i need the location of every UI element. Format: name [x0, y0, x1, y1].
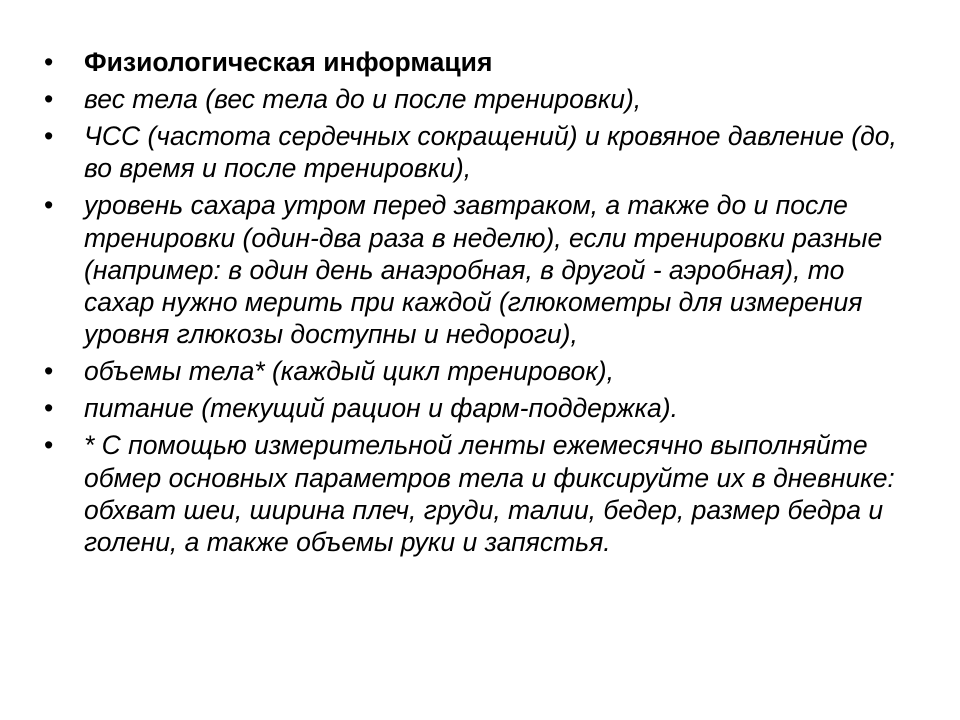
list-item [40, 189, 920, 350]
bullet-list [40, 46, 920, 563]
bullet-icon: • [44, 356, 54, 387]
list-item-text: * С помощью измерительной ленты ежемесячно выполняйте обмер основных параметров тела и фиксируйте их в дневнике: обхват шеи, ширина плеч, груди, талии, бедер, размер бедра и голени, а также объемы руки и запястья. [84, 430, 895, 558]
list-item [40, 120, 920, 185]
bullet-icon: • [44, 190, 54, 221]
bullet-icon: • [44, 47, 54, 77]
list-item [40, 83, 920, 115]
list-item-text: Физиологическая информация [84, 47, 493, 77]
bullet-icon: • [44, 430, 54, 461]
bullet-icon: • [44, 83, 54, 114]
list-item [40, 392, 920, 424]
list-item-text: объемы тела* (каждый цикл тренировок), [84, 356, 614, 387]
list-item [40, 355, 920, 387]
list-item-text: уровень сахара утром перед завтраком, а также до и после тренировки (один-два раза в неделю), если тренировки разные (например: в один день анаэробная, в другой - аэробная), то сахар нужно мерить при каждой (глюкометры для измерения уровня глюкозы доступны и недороги), [84, 190, 883, 350]
list-item [40, 429, 920, 558]
list-item-text: питание (текущий рацион и фарм-поддержка). [84, 393, 678, 424]
bullet-icon: • [44, 393, 54, 424]
bullet-icon: • [44, 120, 54, 151]
list-item-text: ЧСС (частота сердечных сокращений) и кровяное давление (до, во время и после тренировки), [84, 120, 897, 184]
list-item-text: вес тела (вес тела до и после тренировки), [84, 83, 642, 114]
list-item [40, 46, 920, 78]
